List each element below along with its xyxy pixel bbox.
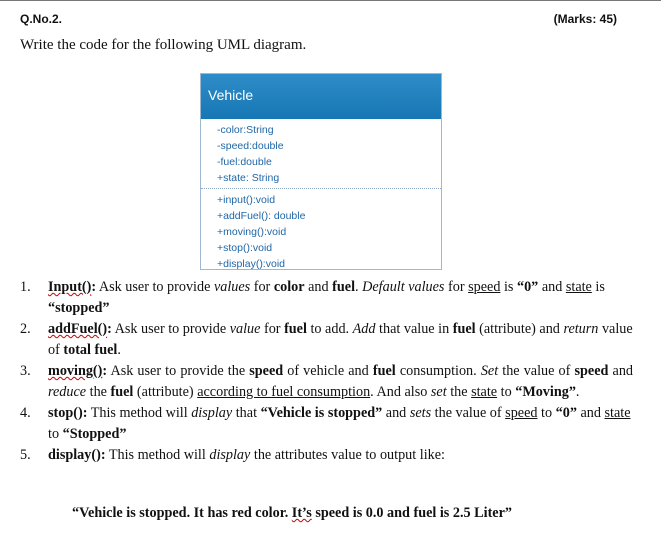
question-number: Q.No.2.: [20, 12, 63, 26]
list-number: 2.: [20, 321, 31, 337]
uml-method: +moving():void: [217, 226, 287, 238]
list-number: 4.: [20, 405, 31, 421]
uml-class-name: Vehicle: [201, 74, 441, 119]
requirement-moving: 3. moving(): Ask user to provide the speed of vehicle and fuel consumption. Set the value of speed and reduce the fuel (attribute) according to fuel consumption. And also set the state to “Moving”.: [20, 363, 634, 400]
requirements-list: [20, 277, 634, 466]
uml-attribute: +state: String: [217, 172, 280, 184]
uml-method: +addFuel(): double: [217, 210, 306, 222]
top-border-line: [0, 0, 661, 1]
uml-method: +display():void: [217, 258, 285, 270]
requirement-display: 5. display(): This method will display the attributes value to output like:: [48, 445, 633, 466]
uml-method: +stop():void: [217, 242, 273, 254]
requirement-input: 1. Input(): Ask user to provide values for color and fuel. Default values for speed is “0” and state is “stopped”: [20, 279, 605, 316]
instruction-text: Write the code for the following UML diagram.: [20, 37, 307, 53]
uml-attribute: -color:String: [217, 124, 274, 136]
list-number: 3.: [20, 363, 31, 379]
requirement-addfuel: 2. addFuel(): Ask user to provide value for fuel to add. Add that value in fuel (attribute) and return value of total fuel.: [20, 321, 633, 358]
uml-methods: [201, 189, 441, 272]
list-number: 1.: [20, 279, 31, 295]
uml-attributes: [201, 119, 441, 189]
example-output: “Vehicle is stopped. It has red color. It’s speed is 0.0 and fuel is 2.5 Liter”: [72, 505, 512, 521]
uml-attribute: -fuel:double: [217, 156, 272, 168]
marks-label: (Marks: 45): [553, 12, 617, 26]
uml-attribute: -speed:double: [217, 140, 284, 152]
uml-method: +input():void: [217, 194, 276, 206]
list-number: 5.: [20, 447, 31, 463]
requirement-stop: 4. stop(): This method will display that “Vehicle is stopped” and sets the value of speed to “0” and state to “Stopped”: [20, 405, 631, 442]
uml-class-diagram: [200, 73, 442, 270]
